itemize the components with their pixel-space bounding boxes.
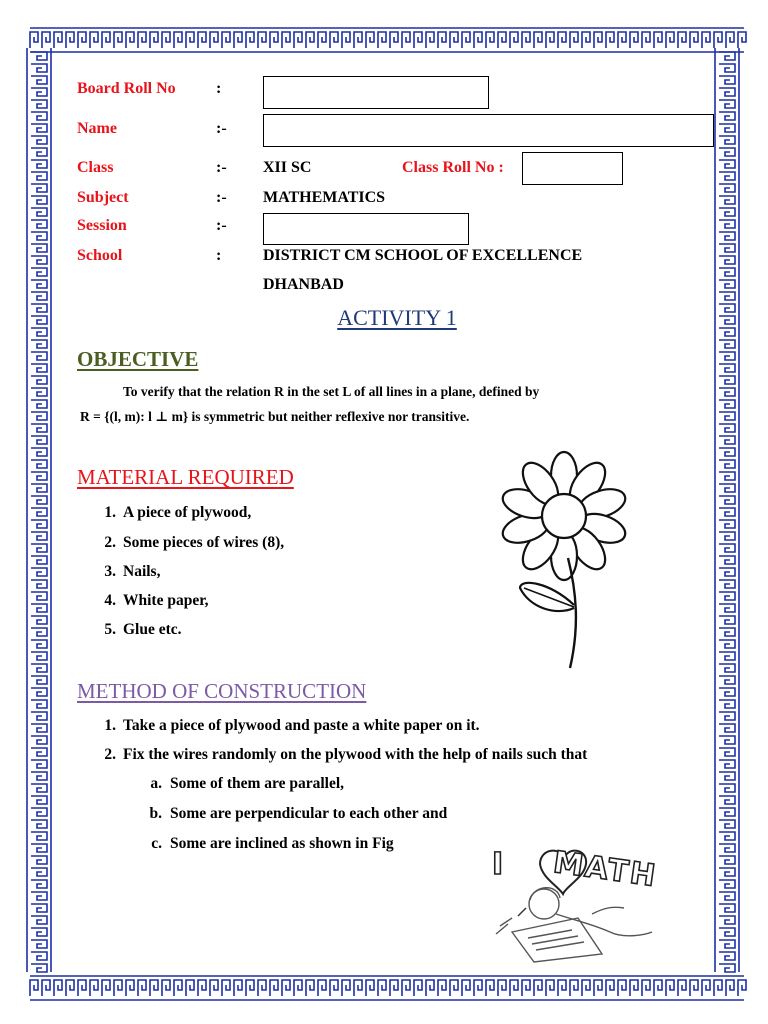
school-value-line2: DHANBAD [263,276,344,293]
session-label: Session [77,217,127,234]
list-text: Some of them are parallel, [170,775,345,792]
name-label: Name [77,120,117,137]
class-value: XII SC [263,159,312,176]
list-text: Some are inclined as shown in Fig [170,835,394,852]
subject-label: Subject [77,189,129,206]
school-label: School [77,247,123,264]
list-text: Some are perpendicular to each other and [170,805,448,822]
class-roll-no-label: Class Roll No : [402,159,504,176]
subject-value: MATHEMATICS [263,189,386,206]
list-number: 1. [104,717,116,734]
objective-text-line2: R = {(l, m): l ⊥ m} is symmetric but neither reflexive nor transitive. [80,409,470,424]
border-top [30,28,746,52]
list-number: 1. [104,504,116,521]
math-logo-i: I [492,847,504,882]
subject-separator: :- [216,189,227,206]
class-label: Class [77,159,114,176]
school-separator: : [216,247,222,264]
name-field[interactable] [263,114,714,147]
objective-text-line1: To verify that the relation R in the set L of all lines in a plane, defined by [123,384,540,399]
class-roll-no-field[interactable] [522,152,623,185]
math-logo-word: MATH [551,845,660,895]
list-number: c. [151,835,162,852]
activity-title: ACTIVITY 1 [337,305,457,330]
list-number: 5. [104,621,116,638]
board-roll-no-label: Board Roll No [77,80,176,97]
border-right [715,48,739,972]
name-separator: :- [216,120,227,137]
list-number: 2. [104,534,116,551]
material-heading: MATERIAL REQUIRED [77,465,294,489]
list-text: A piece of plywood, [123,504,252,521]
board-roll-no-field[interactable] [263,76,489,109]
list-text: White paper, [123,592,209,609]
list-text: Fix the wires randomly on the plywood with the help of nails such that [123,746,588,763]
list-text: Glue etc. [123,621,182,638]
session-field[interactable] [263,213,469,245]
list-number: 4. [104,592,116,609]
border-bottom [30,976,746,1000]
method-heading: METHOD OF CONSTRUCTION [77,679,367,703]
border-left [27,48,51,972]
list-text: Nails, [123,563,161,580]
flower-drawing [490,450,640,670]
class-separator: :- [216,159,227,176]
objective-heading: OBJECTIVE [77,347,199,371]
list-number: 2. [104,746,116,763]
list-number: a. [150,775,162,792]
list-number: 3. [104,563,116,580]
list-number: b. [149,805,162,822]
list-text: Take a piece of plywood and paste a white paper on it. [123,717,480,734]
list-text: Some pieces of wires (8), [123,534,285,551]
session-separator: :- [216,217,227,234]
school-value-line1: DISTRICT CM SCHOOL OF EXCELLENCE [263,247,583,264]
board-roll-no-separator: : [216,80,222,97]
flower-center [542,494,586,538]
